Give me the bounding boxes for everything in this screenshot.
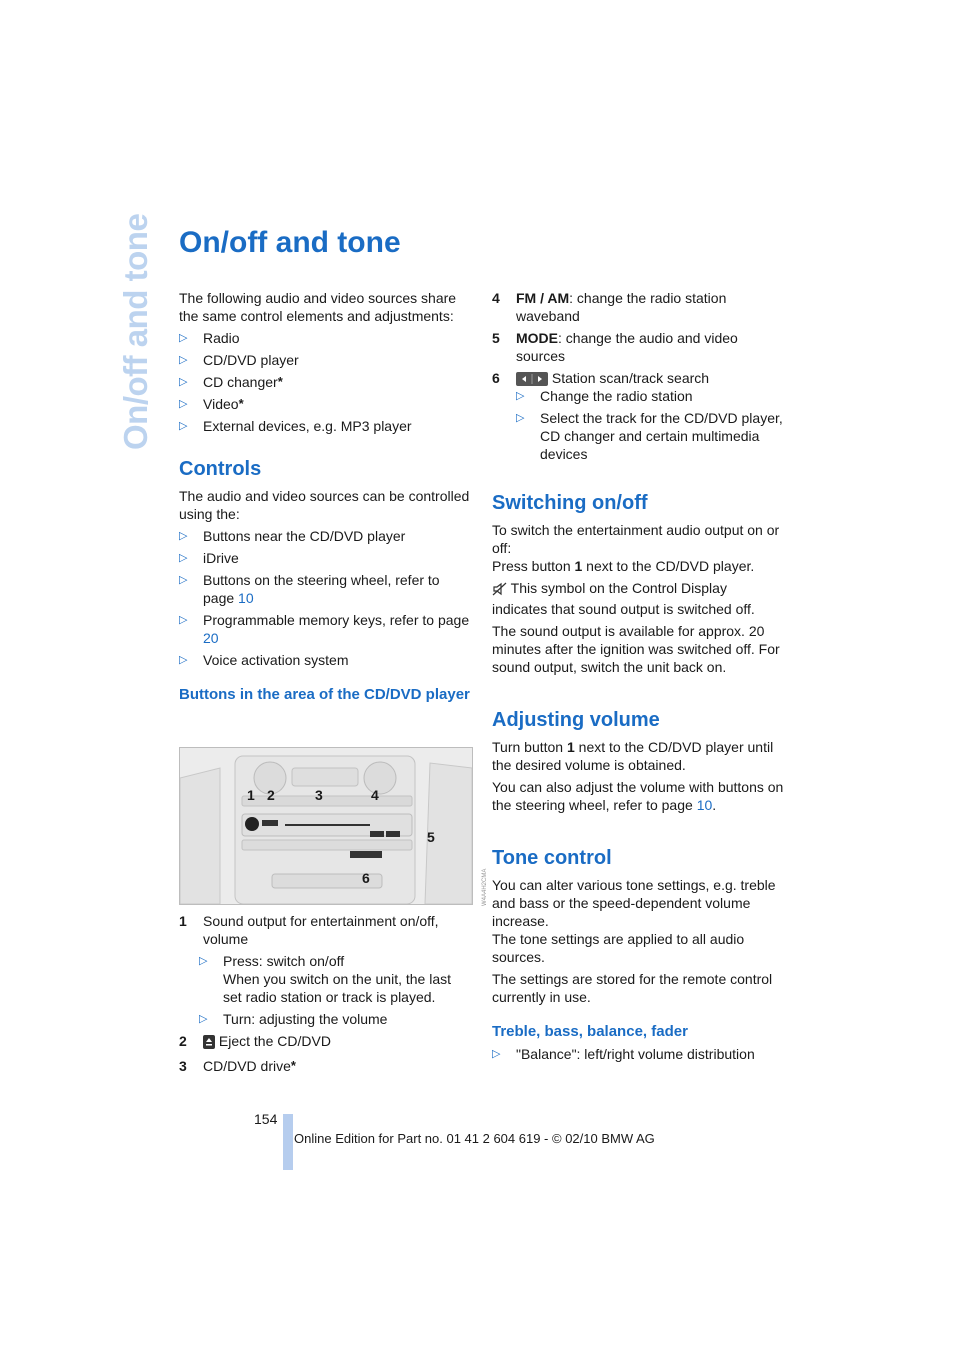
triangle-bullet-icon: ▷ [516,412,525,424]
intro-text: The following audio and video sources share the same control elements and adjustments: [179,290,457,324]
footer-bar [283,1114,293,1170]
figure-code: W4A4H2CMA [482,868,488,906]
volume-text: You can also adjust the volume with buttons on the steering wheel, refer to page 10. [492,779,784,813]
triangle-bullet-icon: ▷ [179,354,188,366]
option-star-icon: * [238,396,244,411]
list-item: ▷ Programmable memory keys, refer to page 20 [179,612,470,646]
list-item: ▷ Video* [179,396,244,412]
dashboard-illustration [179,747,473,905]
volume-heading: Adjusting volume [492,709,660,731]
callout-label: 1 [247,787,255,803]
list-item: ▷ CD/DVD player [179,352,299,368]
list-item: ▷ CD changer* [179,374,283,390]
triangle-bullet-icon: ▷ [199,955,208,967]
list-item: ▷ External devices, e.g. MP3 player [179,418,412,434]
triangle-bullet-icon: ▷ [179,654,188,666]
list-item: ▷ Radio [179,330,240,346]
list-item: ▷ iDrive [179,550,239,566]
switching-text: To switch the entertainment audio output on or off: [492,522,780,556]
side-title [117,213,154,450]
triangle-bullet-icon: ▷ [179,420,188,432]
option-star-icon: * [277,374,283,389]
dashboard-drawing [180,748,472,904]
controls-heading: Controls [179,458,262,480]
footer-text: Online Edition for Part no. 01 41 2 604 619 - © 02/10 BMW AG [294,1131,655,1146]
triangle-bullet-icon: ▷ [179,530,188,542]
option-star-icon: * [290,1058,296,1073]
legend-item: 6 Station scan/track search [492,369,784,390]
switching-text: This symbol on the Control Display indicates that sound output is switched off. [492,580,755,617]
triangle-bullet-icon: ▷ [199,1013,208,1025]
triangle-bullet-icon: ▷ [179,574,188,586]
callout-label: 5 [427,829,435,845]
callout-label: 2 [267,787,275,803]
triangle-bullet-icon: ▷ [179,552,188,564]
legend-item: 3 CD/DVD drive* [179,1058,296,1074]
volume-text: Turn button 1 next to the CD/DVD player until the desired volume is obtained. [492,739,774,773]
callout-label: 3 [315,787,323,803]
left-column [179,289,471,704]
page-link-20[interactable]: 20 [203,630,219,646]
list-item: ▷ Buttons near the CD/DVD player [179,528,406,544]
switching-text: The sound output is available for approx. 20 minutes after the ignition was switched off. For sound output, switch the unit back on. [492,623,780,675]
list-item: ▷ Turn: adjusting the volume [199,1011,388,1027]
switching-text: Press button 1 next to the CD/DVD player. [492,558,755,574]
legend-item: 5 MODE: change the audio and video sources [492,330,738,364]
tone-text: The settings are stored for the remote control currently in use. [492,971,773,1005]
triangle-bullet-icon: ▷ [179,376,188,388]
mute-speaker-icon [492,582,507,600]
list-item: ▷ Change the radio station [516,388,693,404]
buttons-area-heading: Buttons in the area of the CD/DVD player [179,686,470,703]
list-item: ▷ Buttons on the steering wheel, refer to page 10 [179,572,440,606]
tone-text: The tone settings are applied to all audio sources. [492,931,745,965]
triangle-bullet-icon: ▷ [516,390,525,402]
page-link-10[interactable]: 10 [696,797,713,813]
page-link-10[interactable]: 10 [238,590,254,606]
treble-bass-heading: Treble, bass, balance, fader [492,1023,688,1040]
eject-icon [203,1035,215,1053]
callout-label: 6 [362,870,370,886]
switching-heading: Switching on/off [492,492,648,514]
list-item: ▷ Press: switch on/off When you switch on the unit, the last set radio station or track is played. [199,953,452,1005]
legend-left [179,912,471,1075]
legend-item: 2 Eject the CD/DVD [179,1032,471,1053]
triangle-bullet-icon: ▷ [179,398,188,410]
tone-heading: Tone control [492,847,612,869]
callout-label: 4 [371,787,379,803]
triangle-bullet-icon: ▷ [492,1048,501,1060]
triangle-bullet-icon: ▷ [179,332,188,344]
legend-item: 1 Sound output for entertainment on/off, volume [179,913,439,947]
triangle-bullet-icon: ▷ [179,614,188,626]
list-item: ▷ Select the track for the CD/DVD player, CD changer and certain multimedia devices [516,410,783,462]
controls-text: The audio and video sources can be controlled using the: [179,488,470,522]
list-item: ▷ "Balance": left/right volume distribution [492,1046,755,1062]
page-title: On/off and tone [179,226,401,259]
right-column [492,289,784,1063]
legend-item: 4 FM / AM: change the radio station waveband [492,290,727,324]
tone-text: You can alter various tone settings, e.g. treble and bass or the speed-dependent volume increase. [492,877,776,929]
side-title-text: On/off and tone [117,213,154,450]
list-item: ▷ Voice activation system [179,652,349,668]
page-number: 154 [254,1111,278,1127]
